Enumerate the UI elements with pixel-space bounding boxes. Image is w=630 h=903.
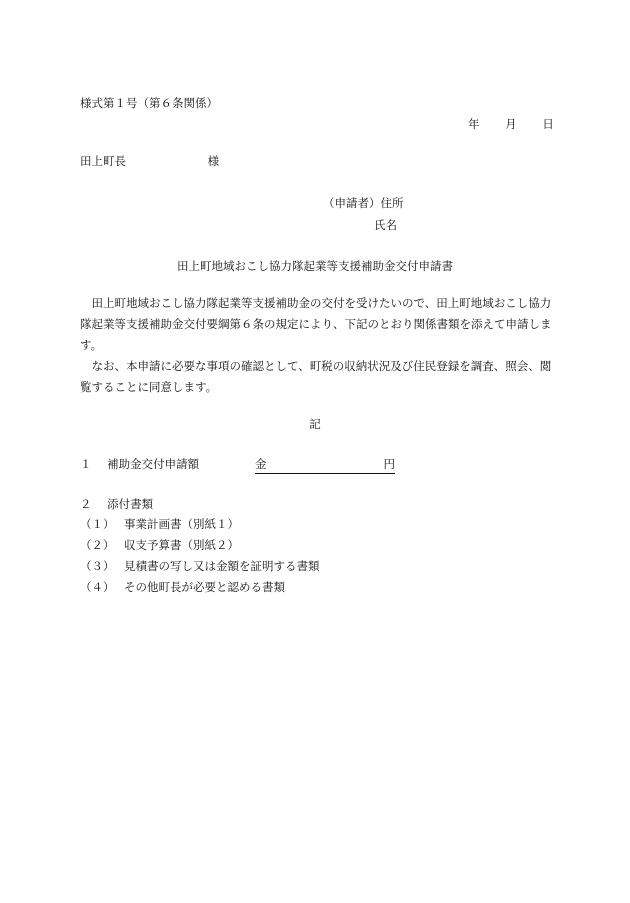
applicant-name-label: 氏名 — [374, 218, 397, 232]
attachment-number: （１） — [80, 517, 115, 531]
addressee — [80, 155, 219, 169]
attachment-text: その他町長が必要と認める書類 — [124, 580, 285, 594]
attachment-number: （２） — [80, 538, 115, 552]
list-item — [80, 581, 320, 602]
item-2 — [80, 498, 153, 512]
amount-yen: 円 — [383, 457, 395, 471]
amount-kin: 金 — [255, 457, 267, 471]
body-paragraph-2: なお、本申請に必要な事項の確認として、町税の収納状況及び住民登録を調査、照会、閲覧することに同意します。 — [80, 359, 552, 394]
list-item — [80, 560, 320, 581]
document-title: 田上町地域おこし協力隊起業等支援補助金交付申請書 — [177, 259, 453, 273]
attachment-list — [80, 518, 320, 602]
body-text — [80, 293, 562, 398]
date-month: 月 — [505, 117, 517, 131]
attachment-number: （４） — [80, 580, 115, 594]
date-row — [468, 118, 554, 132]
list-item — [80, 539, 320, 560]
list-item — [80, 518, 320, 539]
body-paragraph-1: 田上町地域おこし協力隊起業等支援補助金の交付を受けたいので、田上町地域おこし協力隊起業等支援補助金交付要綱第６条の規定により、下記のとおり関係書類を添えて申請します。 — [80, 296, 552, 352]
applicant-address-label: （申請者）住所 — [323, 196, 404, 210]
attachment-text: 収支予算書（別紙２） — [124, 538, 239, 552]
item-1 — [80, 458, 199, 472]
addressee-name: 田上町長 — [80, 154, 126, 168]
form-number: 様式第１号（第６条関係） — [80, 96, 218, 110]
date-day: 日 — [542, 117, 554, 131]
amount-field — [255, 458, 395, 474]
date-year: 年 — [468, 117, 480, 131]
item-2-number: ２ — [80, 497, 92, 511]
item-1-number: １ — [80, 457, 92, 471]
item-1-label: 補助金交付申請額 — [107, 457, 200, 471]
attachment-number: （３） — [80, 559, 115, 573]
item-2-label: 添付書類 — [107, 497, 154, 511]
ki-heading: 記 — [309, 417, 321, 431]
attachment-text: 事業計画書（別紙１） — [124, 517, 239, 531]
addressee-honorific: 様 — [207, 154, 220, 168]
attachment-text: 見積書の写し又は金額を証明する書類 — [124, 559, 320, 573]
